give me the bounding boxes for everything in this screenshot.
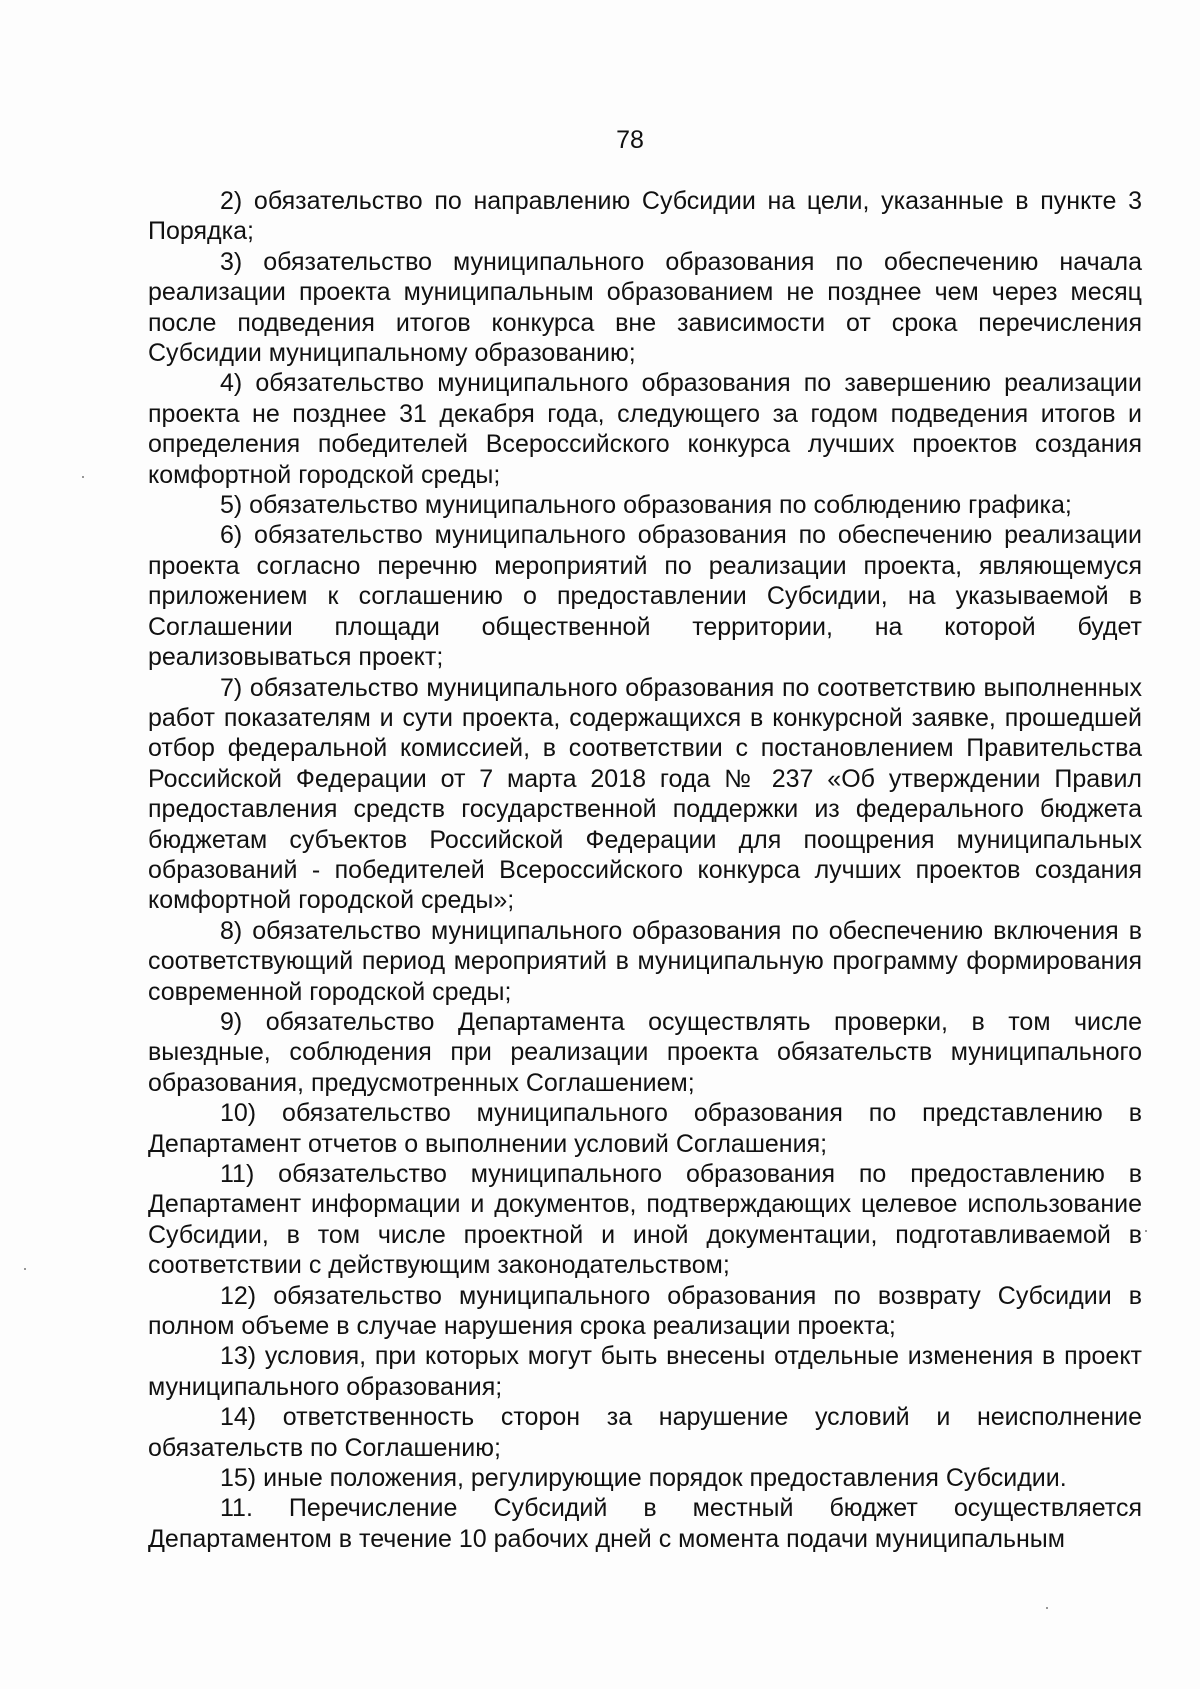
scan-speck xyxy=(1145,1230,1147,1232)
document-body xyxy=(148,186,1142,1554)
paragraph-item-9: 9) обязательство Департамента осуществлять проверки, в том числе выездные, соблюдения при реализации проекта обязательств муниципального образования, предусмотренных Соглашением; xyxy=(148,1007,1142,1097)
paragraph-item-6: 6) обязательство муниципального образования по обеспечению реализации проекта согласно перечню мероприятий по реализации проекта, являющемуся приложением к соглашению о предоставлении Субсидии, на указываемой в Соглашении площади общественной территории, на которой будет реализовываться проект; xyxy=(148,521,1142,672)
paragraph-item-13: 13) условия, при которых могут быть внесены отдельные изменения в проект муниципального образования; xyxy=(148,1342,1142,1401)
paragraph-item-4: 4) обязательство муниципального образования по завершению реализации проекта не позднее 31 декабря года, следующего за годом подведения итогов и определения победителей Всероссийского конкурса лучших проектов создания комфортной городской среды; xyxy=(148,369,1142,489)
paragraph-item-3: 3) обязательство муниципального образования по обеспечению начала реализации проекта муниципальным образованием не позднее чем через месяц после подведения итогов конкурса вне зависимости от срока перечисления Субсидии муниципальному образованию; xyxy=(148,247,1142,368)
paragraph-item-14: 14) ответственность сторон за нарушение условий и неисполнение обязательств по Соглашению; xyxy=(148,1403,1142,1462)
page-number: 78 xyxy=(616,126,644,154)
paragraph-item-11: 11) обязательство муниципального образования по предоставлению в Департамент информации и документов, подтверждающих целевое использование Субсидии, в том числе проектной и иной документации, подготавливаемой в соответствии с действующим законодательством; xyxy=(148,1160,1142,1280)
paragraph-item-7: 7) обязательство муниципального образования по соответствию выполненных работ показателям и сути проекта, содержащихся в конкурсной заявке, прошедшей отбор федеральной комиссией, в соответствии с постановлением Правительства Российской Федерации от 7 марта 2018 года № 237 «Об утверждении Правил предоставления средств государственной поддержки из федерального бюджета бюджетам субъектов Российской Федерации для поощрения муниципальных образований - победителей Всероссийского конкурса лучших проектов создания комфортной городской среды»; xyxy=(148,673,1142,915)
paragraph-item-2: 2) обязательство по направлению Субсидии на цели, указанные в пункте 3 Порядка; xyxy=(148,187,1142,246)
paragraph-item-12: 12) обязательство муниципального образования по возврату Субсидии в полном объеме в случае нарушения срока реализации проекта; xyxy=(148,1281,1142,1341)
scan-speck xyxy=(1046,1607,1048,1609)
paragraph-item-8: 8) обязательство муниципального образования по обеспечению включения в соответствующий период мероприятий в муниципальную программу формирования современной городской среды; xyxy=(148,916,1142,1006)
paragraph-item-5: 5) обязательство муниципального образования по соблюдению графика; xyxy=(220,491,1072,520)
paragraph-section-11: 11. Перечисление Субсидий в местный бюджет осуществляется Департаментом в течение 10 рабочих дней с момента подачи муниципальным xyxy=(148,1494,1142,1553)
scan-speck xyxy=(24,1268,26,1270)
scan-speck xyxy=(82,476,84,478)
paragraph-item-15: 15) иные положения, регулирующие порядок предоставления Субсидии. xyxy=(220,1464,1067,1493)
paragraph-item-10: 10) обязательство муниципального образования по представлению в Департамент отчетов о выполнении условий Соглашения; xyxy=(148,1099,1142,1158)
